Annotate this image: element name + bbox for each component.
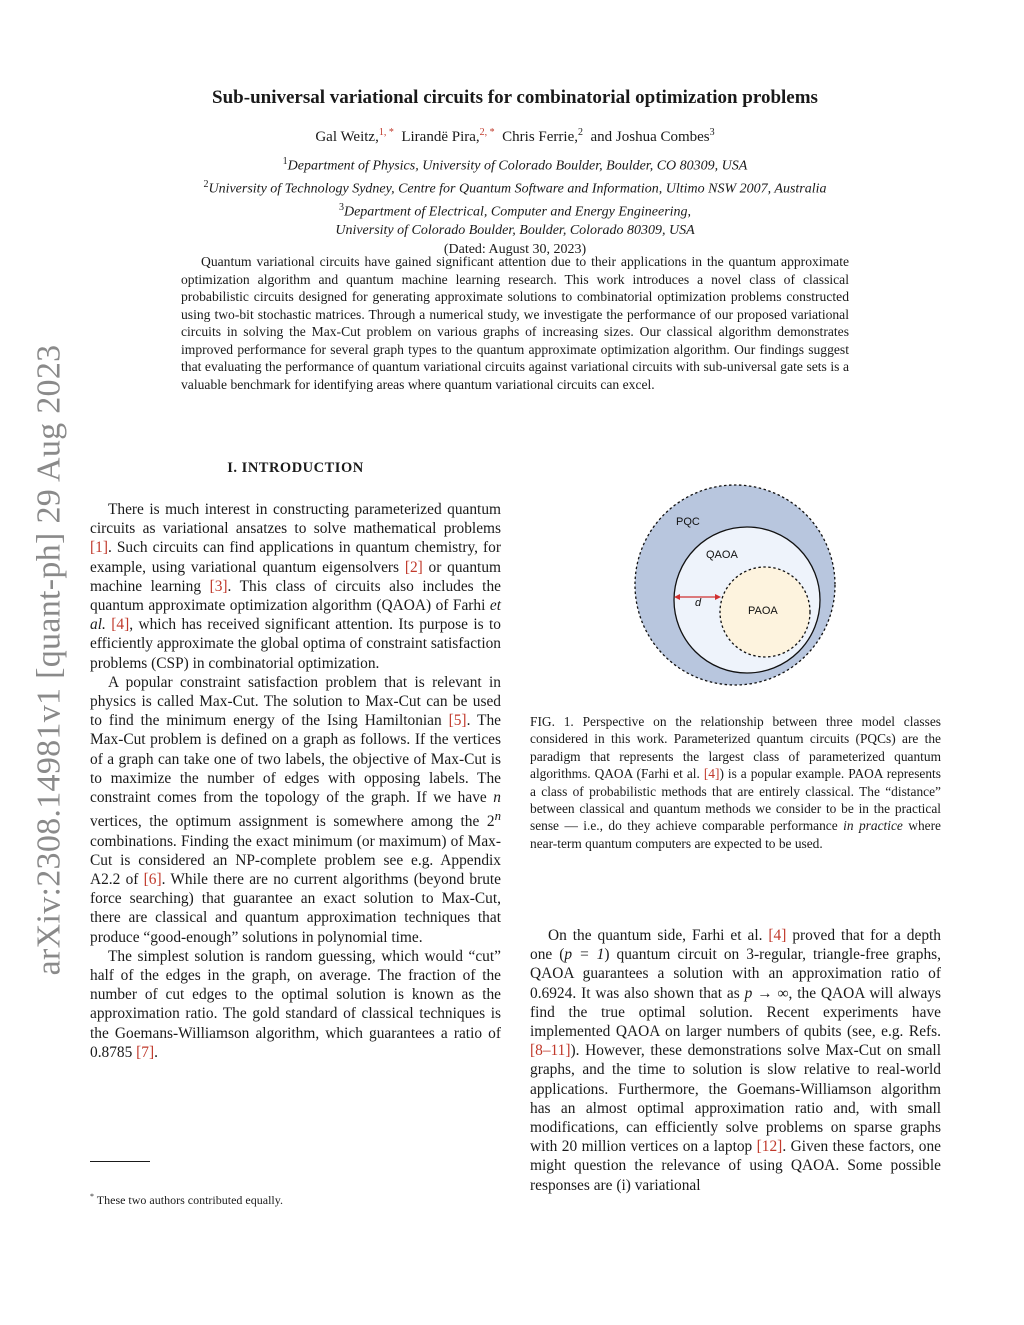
paragraph: There is much interest in constructing parameterized quantum circuits as variational ansatzes to solve mathematical problems [1]. Such circuits can find applications in quantum chemistry, for example, using variational quantum eigensolvers [2] or quantum machine learning [3]. This class of circuits also includes the quantum approximate optimization algorithm (QAOA) of Farhi et al. [4], which has received significant attention. Its purpose is to efficiently approximate the global optima of constraint satisfaction problems (CSP) in combinatorial optimization. — [90, 501, 501, 672]
dated: (Dated: August 30, 2023) — [443, 241, 587, 257]
arxiv-id: arXiv:2308.14981v1 [quant-ph] 29 Aug 2023 — [30, 344, 67, 976]
citation-link[interactable]: [2] — [404, 558, 423, 576]
author-affil-link[interactable]: 2, * — [479, 127, 495, 138]
author-affil-link[interactable]: 1, * — [378, 127, 394, 138]
affiliation-1: $^1$Department of Physics, University of Colorado Boulder, Boulder, CO 80309, USA — [282, 156, 748, 174]
paragraph: The simplest solution is random guessing, which would “cut” half of the edges in the graph, on average. The fraction of the number of cut edges to the optimal solution is known as the approximation ratio. The gold standard of classical techniques is the Goemans-Williamson algorithm, which guarantees a ratio of 0.8785 [7]. — [90, 947, 501, 1061]
author-name: and Joshua Combes — [590, 129, 710, 145]
author-name: Lirandë Pira, — [401, 129, 480, 145]
citation-link[interactable]: [3] — [209, 577, 228, 595]
author-affil-sup: 2 — [577, 127, 583, 138]
author-list — [100, 127, 930, 146]
right-column — [530, 926, 941, 1195]
affiliation-3: $^3$Department of Electrical, Computer and Energy Engineering, — [338, 202, 692, 220]
figure-1-caption: FIG. 1. Perspective on the relationship between three model classes considered in this work. Parameterized quantum circuits (PQCs) are the paradigm that represents the largest class of parameterized quantum algorithms. QAOA (Farhi et al. [4]) is a popular example. PAOA represents a class of probabilistic methods that are entirely classical. The “distance” between classical and quantum methods we consider to be in the practical sense — i.e., do they achieve comparable performance in practice where near-term quantum computers are expected to be used. — [530, 714, 941, 851]
citation-link[interactable]: [7] — [136, 1043, 155, 1061]
footnote-rule — [90, 1161, 150, 1162]
author-name: Chris Ferrie, — [502, 129, 578, 145]
author-name: Gal Weitz, — [315, 129, 379, 145]
citation-link[interactable]: [4] — [703, 766, 720, 782]
venn-diagram — [630, 480, 840, 690]
citation-link[interactable]: [12] — [756, 1138, 783, 1156]
paragraph: On the quantum side, Farhi et al. [4] proved that for a depth one (p = 1) quantum circuit on 3-regular, triangle-free graphs, QAOA guarantees a solution with an approximation ratio of 0.6924. It was also shown that as p → ∞, the QAOA will always find the true optimal solution. Recent experiments have implemented QAOA on larger numbers of qubits (see, e.g. Refs. [8–11]). However, these demonstrations solve Max-Cut on small graphs, and the time to solution is slow relative to real-world applications. Furthermore, the Goemans-Williamson algorithm has an almost optimal approximation ratio and, with small modifications, can efficiently solve problems on sparse graphs with 20 million vertices on a laptop [12]. Given these factors, one might question the relevance of using QAOA. Some possible responses are (i) variational — [530, 927, 941, 1194]
citation-link[interactable]: [5] — [448, 712, 467, 730]
pqc-label: PQC — [676, 516, 700, 528]
distance-label: d — [695, 597, 702, 609]
citation-link[interactable]: [1] — [90, 539, 108, 557]
footnote: * These two authors contributed equally. — [90, 1192, 283, 1207]
left-column — [90, 500, 501, 1062]
citation-link[interactable]: [6] — [143, 870, 162, 888]
citation-link[interactable]: [4] — [768, 927, 787, 944]
author-affil-sup: 3 — [709, 127, 715, 138]
abstract: Quantum variational circuits have gained significant attention due to their applications in the quantum approximate optimization algorithm and quantum machine learning research. This work introduces a novel class of classical probabilistic circuits designed for generating approximate solutions to combinatorial optimization problems constructed using two-bit stochastic matrices. Through a numerical study, we investigate the performance of our proposed variational circuits in solving the Max-Cut problem on various graphs of increasing sizes. Our classical algorithm demonstrates improved performance for several graph types to the quantum approximate optimization algorithm. Our findings suggest that evaluating the performance of quantum variational circuits against variational circuits with sub-universal gate sets is a valuable benchmark for identifying areas where quantum variational circuits can excel. — [181, 254, 849, 392]
affiliation-3-line2: University of Colorado Boulder, Boulder, Colorado 80309, USA — [335, 223, 695, 239]
affiliations — [100, 153, 930, 259]
paoa-label: PAOA — [748, 605, 778, 617]
arxiv-sidebar — [24, 330, 74, 990]
paragraph: A popular constraint satisfaction problem that is relevant in physics is called Max-Cut. The solution to Max-Cut can be used to find the minimum energy of the Ising Hamiltonian [5]. The Max-Cut problem is defined on a graph as follows. If the vertices of a graph can take one of two labels, the objective of Max-Cut is to maximize the number of edges with opposing labels. The constraint comes from the topology of the graph. If we have n vertices, the optimum assignment is somewhere among the 2$^n$ combinations. Finding the exact minimum (or maximum) of Max-Cut is considered an NP-complete problem see e.g. Appendix A2.2 of [6]. While there are no current algorithms (beyond brute force searching) that guarantee an exact solution to Max-Cut, there are classical and quantum approximation techniques that produce “good-enough” solutions in polynomial time. — [90, 673, 502, 946]
qaoa-label: QAOA — [706, 549, 738, 561]
section-heading-introduction: I. INTRODUCTION — [227, 460, 364, 476]
citation-link[interactable]: [4] — [111, 616, 130, 634]
paper-title: Sub-universal variational circuits for combinatorial optimization problems — [212, 87, 818, 108]
figure-1 — [630, 480, 840, 690]
affiliation-2: $^2$University of Technology Sydney, Centre for Quantum Software and Information, Ultimo NSW 2007, Australia — [203, 179, 827, 197]
citation-link[interactable]: [8–11] — [530, 1042, 571, 1060]
